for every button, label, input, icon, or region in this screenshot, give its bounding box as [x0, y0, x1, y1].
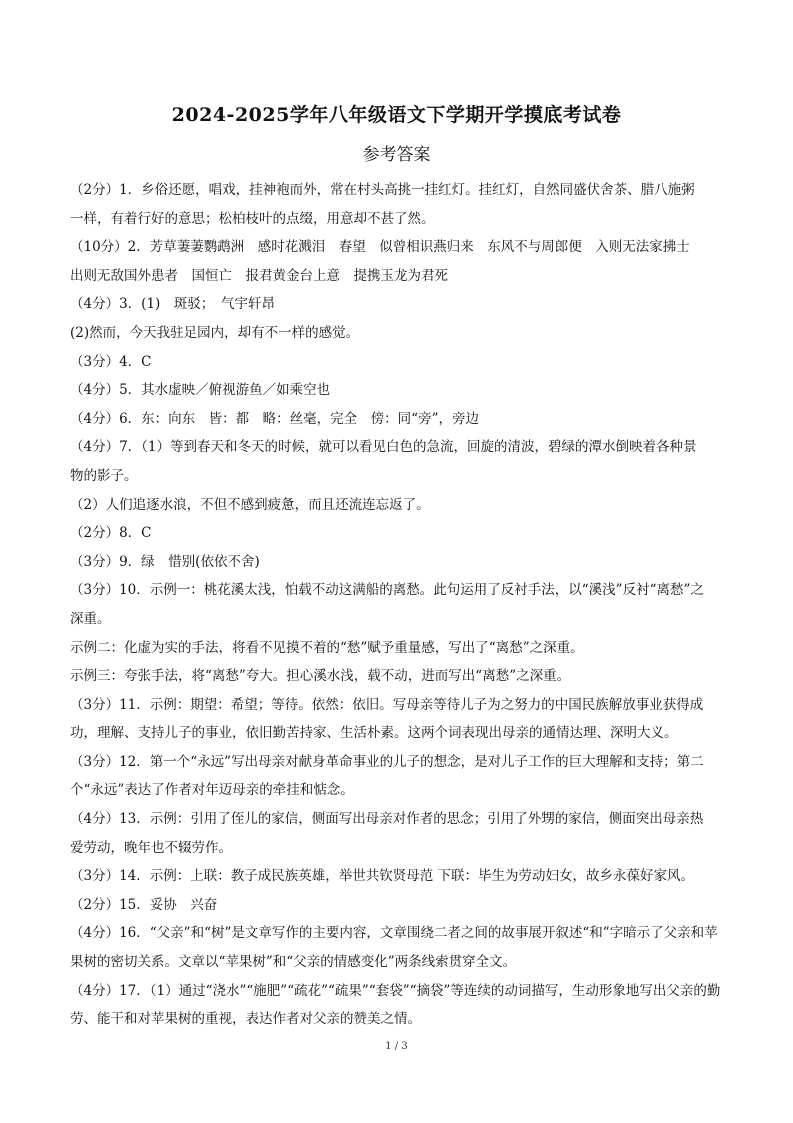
answer-line: （3分）14．示例：上联：教子成民族英雄，举世共钦贤母范 下联：毕生为劳动妇女，故乡永葆好家风。: [70, 868, 695, 885]
answer-line: （4分）13．示例：引用了侄儿的家信，侧面写出母亲对作者的思念；引用了外甥的家信，侧面突出母亲热: [70, 811, 704, 828]
answer-line: （2）人们追逐水浪，不但不感到疲惫，而且还流连忘返了。: [70, 496, 430, 513]
answer-line: （10分）2．芳草萋萋鹦鹉洲 感时花溅泪 春望 似曾相识燕归来 东风不与周郎便 入则无法家拂士: [70, 239, 690, 256]
answer-line: 一样，有着行好的意思；松柏枝叶的点缀，用意却不甚了然。: [70, 210, 435, 227]
answer-line: 物的影子。: [70, 467, 138, 484]
answer-line: （4分）16．“父亲”和“树”是文章写作的主要内容，文章围绕二者之间的故事展开叙述“和”字暗示了父亲和苹: [70, 925, 718, 942]
answer-line: （3分）11．示例：期望：希望；等待。依然：依旧。写母亲等待儿子为之努力的中国民族解放事业获得成: [70, 696, 704, 713]
answer-line: （3分）12．第一个“永远”写出母亲对献身革命事业的儿子的想念，是对儿子工作的巨大理解和支持；第二: [70, 753, 704, 770]
answer-line: （2分）1．乡俗还愿，唱戏，挂神袍而外，常在村头高挑一挂红灯。挂红灯，自然同盛伏舍茶、腊八施粥: [70, 182, 695, 198]
page-subtitle: 参考答案: [362, 145, 431, 165]
answer-line: （4分）6．东：向东 皆：都 略：丝毫，完全 傍：同“旁”，旁边: [70, 410, 479, 427]
answer-line: 示例二：化虚为实的手法，将看不见摸不着的“愁”赋予重量感，写出了“离愁”之深重。: [70, 639, 584, 656]
answer-line: 示例三：夸张手法，将“离愁”夸大。担心溪水浅，载不动，进而写出“离愁”之深重。: [70, 668, 571, 685]
answer-line: 深重。: [70, 610, 111, 627]
page-number: 1 / 3: [385, 1041, 408, 1052]
answer-line: （4分）17．（1）通过“浇水”“施肥”“疏花”“疏果”“套袋”“摘袋”等连续的动词描写，生动形象地写出父亲的勤: [70, 982, 721, 999]
answer-line: （4分）5．其水虚映／俯视游鱼／如乘空也: [70, 382, 331, 399]
page-title: 2024-2025学年八年级语文下学期开学摸底考试卷: [171, 104, 622, 126]
answer-content: [70, 176, 730, 1034]
answer-line: 功，理解、支持儿子的事业，依旧勤苦持家、生活朴素。这两个词表现出母亲的通情达理、深明大义。: [70, 725, 678, 742]
answer-line: 个“永远”表达了作者对年迈母亲的牵挂和惦念。: [70, 782, 354, 799]
answer-line: (2)然而，今天我驻足园内，却有不一样的感觉。: [70, 324, 360, 341]
answer-line: （3分）4．C: [70, 353, 152, 370]
answer-line: （4分）3．(1) 斑驳； 气宇轩昂: [70, 296, 276, 313]
answer-line: （2分）15．妥协 兴奋: [70, 896, 218, 913]
answer-line: 劳、能干和对苹果树的重视，表达作者对父亲的赞美之情。: [70, 1011, 421, 1028]
answer-line: （3分）10．示例一：桃花溪太浅，怕载不动这满船的离愁。此句运用了反衬手法，以“溪浅”反衬“离愁”之: [70, 582, 704, 599]
answer-line: 果树的密切关系。文章以“苹果树”和“父亲的情感变化”两条线索贯穿全文。: [70, 954, 517, 971]
answer-line: （2分）8．C: [70, 525, 152, 542]
answer-line: 出则无敌国外患者 国恒亡 报君黄金台上意 提携玉龙为君死: [70, 267, 448, 284]
answer-line: （3分）9．绿 惜别(依依不舍): [70, 553, 260, 570]
answer-line: 爱劳动，晚年也不辍劳作。: [70, 839, 232, 856]
answer-line: （4分）7．（1）等到春天和冬天的时候，就可以看见白色的急流，回旋的清波，碧绿的潭水倒映着各种景: [70, 439, 697, 456]
